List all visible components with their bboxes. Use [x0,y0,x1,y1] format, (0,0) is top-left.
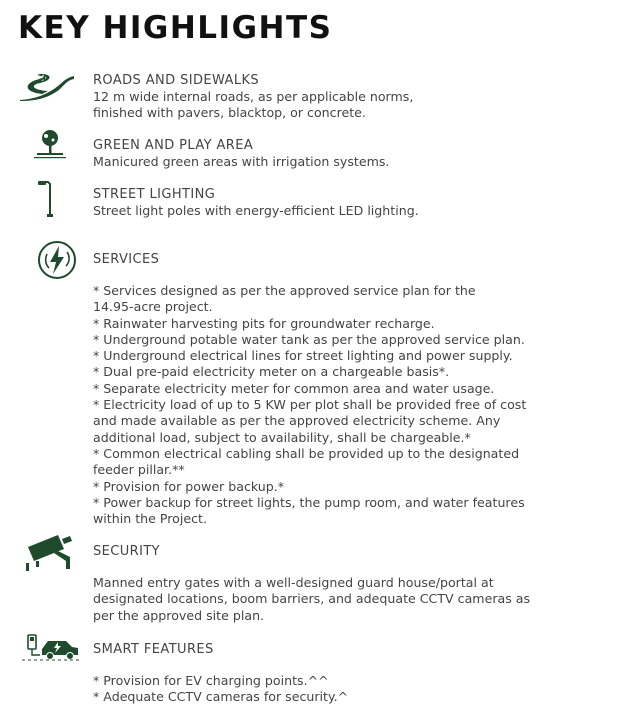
section-street-lighting [93,186,608,219]
section-green-play [93,137,608,170]
body-line: * Power backup for street lights, the pump room, and water features [93,494,525,510]
section-body [93,283,608,527]
body-line: 14.95-acre project. [93,299,213,315]
body-line: * Common electrical cabling shall be provided up to the designated [93,445,520,461]
tree-icon [33,129,69,159]
body-line: finished with pavers, blacktop, or concrete. [93,105,366,121]
section-heading: ROADS AND SIDEWALKS [93,73,260,88]
body-line: within the Project. [93,511,207,527]
body-line: * Rainwater harvesting pits for groundwater recharge. [93,315,435,331]
street-light-icon [36,178,62,218]
section-heading: GREEN AND PLAY AREA [93,138,254,153]
section-heading: SECURITY [93,544,161,559]
body-line: * Underground potable water tank as per the approved service plan. [93,331,525,347]
section-body [93,154,608,170]
body-line: * Dual pre-paid electricity meter on a chargeable basis*. [93,364,450,380]
services-icon [37,240,77,280]
section-body [93,89,608,122]
section-smart-features [93,641,608,706]
body-line: * Adequate CCTV cameras for security.^ [93,689,349,705]
section-security [93,543,608,624]
page-title: KEY HIGHLIGHTS [18,10,333,46]
body-line: Manicured green areas with irrigation systems. [93,154,390,169]
body-line: Manned entry gates with a well-designed guard house/portal at [93,575,494,590]
road-icon [18,70,76,102]
body-line: * Separate electricity meter for common area and water usage. [93,380,495,396]
body-line: * Services designed as per the approved service plan for the [93,283,476,298]
body-line: additional load, subject to availability, shall be chargeable.* [93,429,471,445]
body-line: * Electricity load of up to 5 KW per plot shall be provided free of cost [93,397,527,413]
section-heading: SERVICES [93,252,160,267]
body-line: Street light poles with energy-efficient LED lighting. [93,203,419,218]
body-line: and made available as per the approved electricity scheme. Any [93,413,501,429]
ev-car-charging-icon [22,633,82,665]
section-body [93,673,608,706]
section-body [93,575,608,624]
section-roads [93,72,608,122]
body-line: designated locations, boom barriers, and adequate CCTV cameras as [93,591,531,607]
cctv-camera-icon [24,533,78,575]
body-line: * Underground electrical lines for street lighting and power supply. [93,348,513,364]
section-heading: SMART FEATURES [93,642,214,657]
section-heading: STREET LIGHTING [93,187,216,202]
body-line: per the approved site plan. [93,607,265,623]
body-line: feeder pillar.** [93,462,185,478]
section-body [93,203,608,219]
body-line: * Provision for EV charging points.^^ [93,673,329,688]
body-line: 12 m wide internal roads, as per applicable norms, [93,89,414,104]
body-line: * Provision for power backup.* [93,478,285,494]
section-services [93,251,608,527]
